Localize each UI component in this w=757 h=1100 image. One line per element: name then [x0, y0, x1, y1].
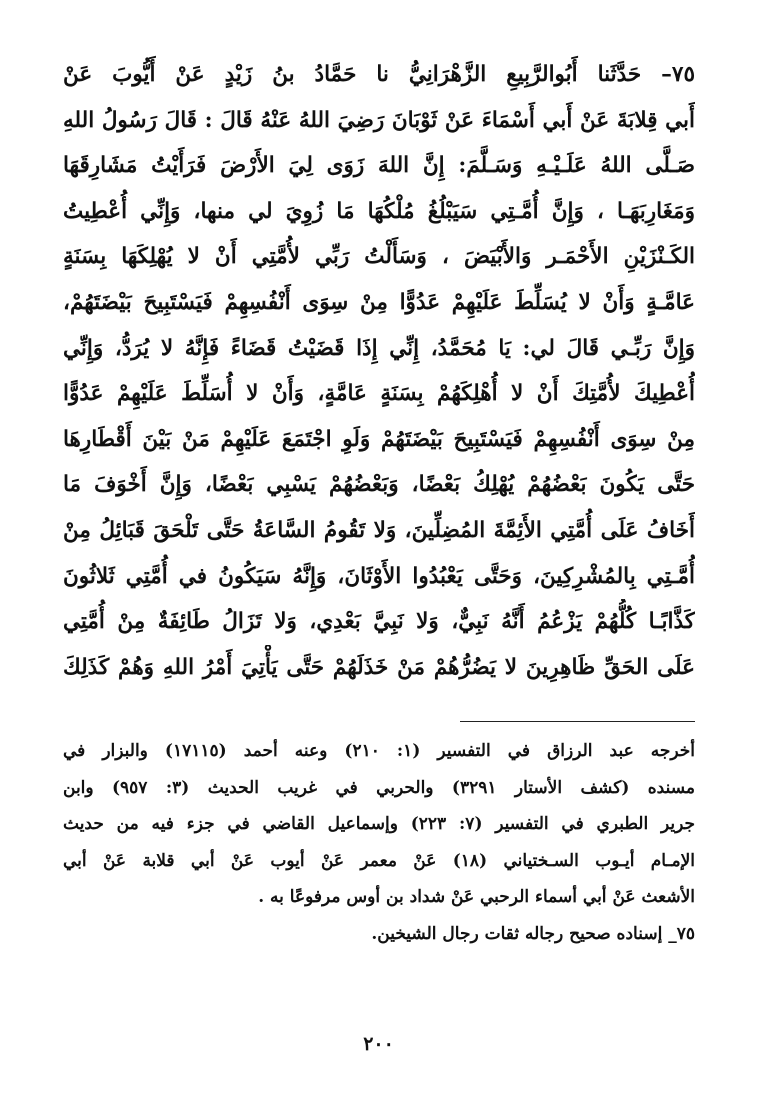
hadith-line: أَبي قِلابَةَ عَنْ أَبي أَسْمَاءَ عَنْ ثَوْبَانَ رَضِيَ اللهُ عَنْهُ قَالَ : قَالَ رَسُولُ اللهِ	[63, 107, 695, 133]
hadith-line: وَمَغَارِبَهَـا ، وَإِنَّ أُمَّـتِي سَيَبْلُغُ مُلْكُهَا مَا زُوِيَ لي منها، وَإِنِّي أُعْطِيتُ	[63, 198, 695, 224]
footnote-block	[63, 733, 695, 952]
isnad-grade-note: ٧٥_ إسناده صحيح رجاله ثقات رجال الشيخين.	[371, 923, 695, 944]
hadith-line: كَذَّابًـا كُلُّهُمْ يَزْعُمُ أَنَّهُ نَبِيٌّ، وَلا نَبِيَّ بَعْدِي، وَلا تَزَالُ طَائِفَةٌ مِنْ أُمَّتِي	[63, 609, 695, 635]
hadith-line: وَإِنَّ رَبِّـي قَالَ لي: يَا مُحَمَّدُ، إِنِّي إِذَا قَضَيْتُ قَضَاءً فَإِنَّهُ لا يُرَدُّ، وَإِنِّي	[63, 335, 695, 361]
footnote-line: أخرجه عبد الرزاق في التفسير (١: ٢١٠) وعنه أحمد (١٧١١٥) والبزار في	[63, 741, 695, 761]
hadith-line: ٧٥– حَدَّثَنا أَبُوالرَّبِيعِ الزَّهْرَانِيُّ نا حَمَّادُ بنُ زَيْدٍ عَنْ أَيُّوبَ عَنْ	[63, 62, 695, 87]
footnote-line: جرير الطبري في التفسير (٧: ٢٢٣) وإسماعيل القاضي في جزء فيه من حديث	[63, 814, 695, 834]
hadith-line: حَتَّى يَكُونَ بَعْضُهُمْ يُهْلِكُ بَعْضًا، وَبَعْضُهُمْ يَسْبِي بَعْضًا، وَإِنَّ أَخْوَفَ مَا	[63, 472, 695, 498]
hadith-line: مِنْ سِوَى أَنْفُسِهِمْ فَيَسْتَبِيحَ بَيْضَتَهُمْ وَلَوِ اجْتَمَعَ عَلَيْهِمْ مَنْ بَيْنَ أَقْطَارِهَا	[63, 426, 695, 452]
hadith-line: أَخَافُ عَلَى أُمَّتِي الأَئِمَّةَ المُضِلِّينَ، وَلا تَقُومُ السَّاعَةُ حَتَّى تَلْحَقَ قَبَائِلُ مِنْ	[63, 517, 695, 543]
hadith-line: عَامَّـةٍ وَأَنْ لا يُسَلِّطَ عَلَيْهِمْ عَدُوًّا مِنْ سِوَى أَنْفُسِهِمْ فَيَسْتَبِيحَ بَيْضَتَهُمْ،	[63, 289, 695, 315]
hadith-text-block	[63, 52, 695, 690]
hadith-line: الكَـنْزَيْنِ الأَحْمَـر وَالأَبْيَضَ ، وَسَأَلْتُ رَبِّي لأُمَّتِي أَنْ لا يُهْلِكَهَا بِسَنَةٍ	[63, 244, 695, 270]
hadith-line: صَـلَّى اللهُ عَلَـيْـهِ وَسَـلَّمَ: إِنَّ اللهَ زَوَى لِيَ الأَرْضَ فَرَأَيْتُ مَشَارِقَهَا	[63, 153, 695, 179]
footnote-separator	[460, 721, 695, 722]
hadith-line: عَلَى الحَقِّ ظَاهِرِينَ لا يَضُرُّهُمْ مَنْ خَذَلَهُمْ حَتَّى يَأْتِيَ أَمْرُ اللهِ وَهُمْ كَذَلِكَ	[63, 654, 695, 680]
footnote-line: مسنده (كشف الأستار ٣٢٩١) والحربي في غريب الحديث (٣: ٩٥٧) وابن	[63, 777, 695, 798]
footnote-line: الأشعث عَنْ أبي أسماء الرحبي عَنْ شداد بن أوس مرفوعًا به .	[258, 887, 695, 907]
hadith-line: أُمَّـتِي بِالمُشْرِكِينَ، وَحَتَّى يَعْبُدُوا الأَوْثَانَ، وَإِنَّهُ سَيَكُونُ في أُمَّتِي ثَلاثُونَ	[63, 563, 695, 589]
page-number: ٢٠٠	[363, 1033, 394, 1055]
footnote-line: الإمـام أيـوب السـختياني (١٨) عَنْ معمر عَنْ أيوب عَنْ أبي قلابة عَنْ أبي	[63, 850, 695, 871]
hadith-line: أُعْطِيكَ لأُمَّتِكَ أَنْ لا أُهْلِكَهُمْ بِسَنَةٍ عَامَّةٍ، وَأَنْ لا أُسَلِّطَ عَلَيْهِمْ عَدُوًّا	[63, 381, 695, 407]
